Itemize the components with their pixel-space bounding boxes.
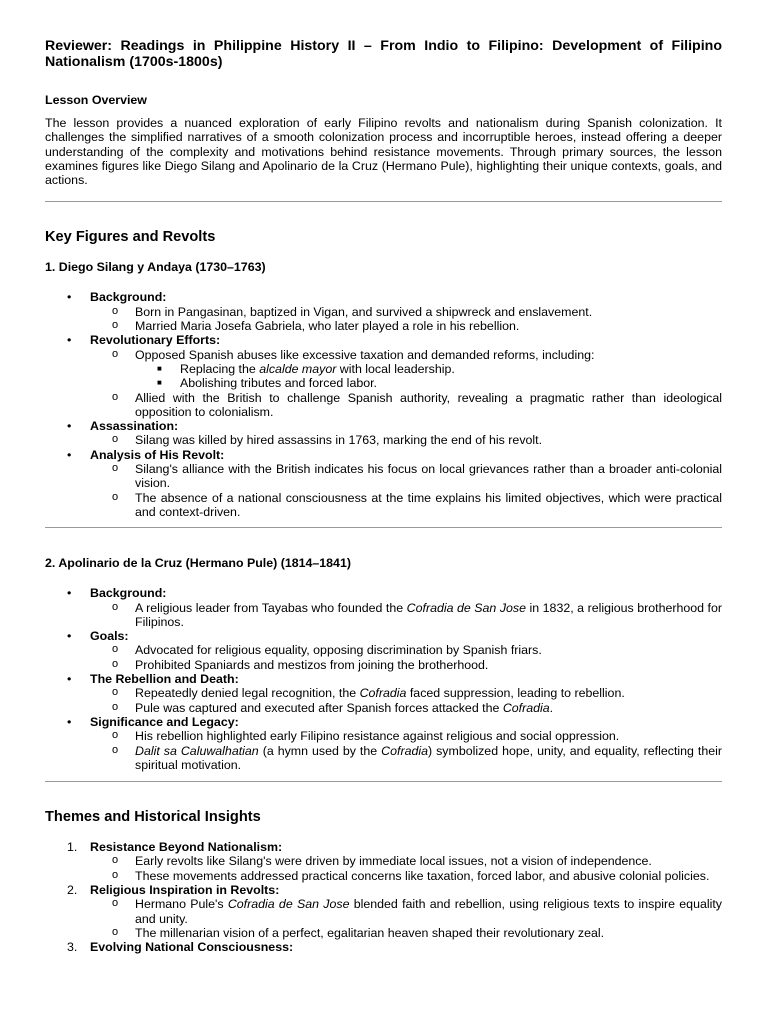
circle-bullet-icon: o — [112, 600, 119, 613]
list-item: o A religious leader from Tayabas who founded the Cofradia de San Jose in 1832, a religious brotherhood for Filipinos. — [112, 600, 723, 629]
list-item: 2. Religious Inspiration in Revolts: — [67, 882, 280, 897]
list-item: o Allied with the British to challenge Spanish authority, revealing a pragmatic rather than ideological opposition to colonialism. — [112, 390, 722, 419]
list-item: o Repeatedly denied legal recognition, the Cofradia faced suppression, leading to rebellion. — [112, 686, 625, 701]
square-bullet-icon: ■ — [157, 378, 162, 388]
list-item: • Assassination: — [67, 419, 179, 434]
list-item: o Born in Pangasinan, baptized in Vigan, and survived a shipwreck and enslavement. — [112, 304, 593, 319]
list-item: o Married Maria Josefa Gabriela, who later played a role in his rebellion. — [112, 319, 520, 334]
list-item: o The absence of a national consciousness at the time explains his limited objectives, which were practical and context-driven. — [112, 490, 722, 519]
list-item: o Pule was captured and executed after Spanish forces attacked the Cofradia. — [112, 700, 554, 715]
list-item: o Advocated for religious equality, opposing discrimination by Spanish friars. — [112, 643, 542, 658]
bullet-icon: • — [67, 586, 72, 601]
themes-heading: Themes and Historical Insights — [45, 809, 261, 826]
circle-bullet-icon: o — [112, 657, 119, 670]
list-item: ■ Replacing the alcalde mayor with local leadership. — [157, 361, 455, 376]
list-item: 1. Resistance Beyond Nationalism: — [67, 840, 283, 855]
circle-bullet-icon: o — [112, 490, 119, 503]
bullet-icon: • — [67, 629, 72, 644]
list-item: o His rebellion highlighted early Filipino resistance against religious and social oppression. — [112, 729, 620, 744]
bullet-icon: • — [67, 672, 72, 687]
circle-bullet-icon: o — [112, 433, 119, 446]
themes-list — [45, 840, 722, 954]
circle-bullet-icon: o — [112, 304, 119, 317]
silang-heading: 1. Diego Silang y Andaya (1730–1763) — [45, 260, 266, 275]
list-item: 3. Evolving National Consciousness: — [67, 940, 294, 955]
circle-bullet-icon: o — [112, 643, 119, 656]
pule-heading: 2. Apolinario de la Cruz (Hermano Pule) (1814–1841) — [45, 556, 351, 571]
circle-bullet-icon: o — [112, 854, 119, 867]
bullet-icon: • — [67, 714, 72, 729]
list-item: • Background: — [67, 586, 167, 601]
circle-bullet-icon: o — [112, 700, 119, 713]
document-title: Reviewer: Readings in Philippine History II – From Indio to Filipino: Development of Filipino Nationalism (1700s-1800s) — [45, 38, 722, 70]
circle-bullet-icon: o — [112, 347, 119, 360]
circle-bullet-icon: o — [112, 729, 119, 742]
pule-list — [45, 586, 722, 772]
list-item: • Goals: — [67, 629, 129, 644]
list-item: o Hermano Pule's Cofradia de San Jose blended faith and rebellion, using religious texts to inspire equality and unity. — [112, 897, 722, 926]
list-item: • Revolutionary Efforts: — [67, 333, 221, 348]
list-item: o Silang was killed by hired assassins in 1763, marking the end of his revolt. — [112, 433, 543, 448]
list-item: o Early revolts like Silang's were driven by immediate local issues, not a vision of independence. — [112, 854, 652, 869]
square-bullet-icon: ■ — [157, 363, 162, 373]
list-item: • Background: — [67, 290, 167, 305]
bullet-icon: • — [67, 290, 72, 305]
list-item: o Prohibited Spaniards and mestizos from joining the brotherhood. — [112, 657, 489, 672]
list-item: o Dalit sa Caluwalhatian (a hymn used by the Cofradia) symbolized hope, unity, and equality, reflecting their spiritual motivation. — [112, 743, 723, 772]
list-item: ■ Abolishing tributes and forced labor. — [157, 376, 377, 391]
document-page — [45, 38, 722, 954]
list-item: o These movements addressed practical concerns like taxation, forced labor, and abusive colonial policies. — [112, 868, 710, 883]
circle-bullet-icon: o — [112, 462, 119, 475]
silang-list — [45, 290, 722, 519]
key-figures-heading: Key Figures and Revolts — [45, 229, 216, 246]
circle-bullet-icon: o — [112, 390, 119, 403]
circle-bullet-icon: o — [112, 868, 119, 881]
circle-bullet-icon: o — [112, 897, 119, 910]
circle-bullet-icon: o — [112, 686, 119, 699]
list-item: • Analysis of His Revolt: — [67, 447, 225, 462]
circle-bullet-icon: o — [112, 319, 119, 332]
bullet-icon: • — [67, 447, 72, 462]
list-item: • The Rebellion and Death: — [67, 672, 239, 687]
circle-bullet-icon: o — [112, 925, 119, 938]
list-item: o The millenarian vision of a perfect, egalitarian heaven shaped their revolutionary zeal. — [112, 925, 605, 940]
lesson-overview-text: The lesson provides a nuanced exploration of early Filipino revolts and nationalism during Spanish colonization. It challenges the simplified narratives of a smooth colonization process and incorruptible heroes, instead offering a deeper understanding of the complexity and motivations behind resistance movements. Through primary sources, the lesson examines figures like Diego Silang and Apolinario de la Cruz (Hermano Pule), highlighting their unique contexts, goals, and actions. — [45, 116, 722, 188]
circle-bullet-icon: o — [112, 743, 119, 756]
list-item: o Silang's alliance with the British indicates his focus on local grievances rather than a broader anti-colonial vision. — [112, 462, 722, 491]
bullet-icon: • — [67, 419, 72, 434]
bullet-icon: • — [67, 333, 72, 348]
list-item: • Significance and Legacy: — [67, 714, 239, 729]
lesson-overview-heading: Lesson Overview — [45, 93, 147, 107]
list-item: o Opposed Spanish abuses like excessive taxation and demanded reforms, including: — [112, 347, 595, 362]
